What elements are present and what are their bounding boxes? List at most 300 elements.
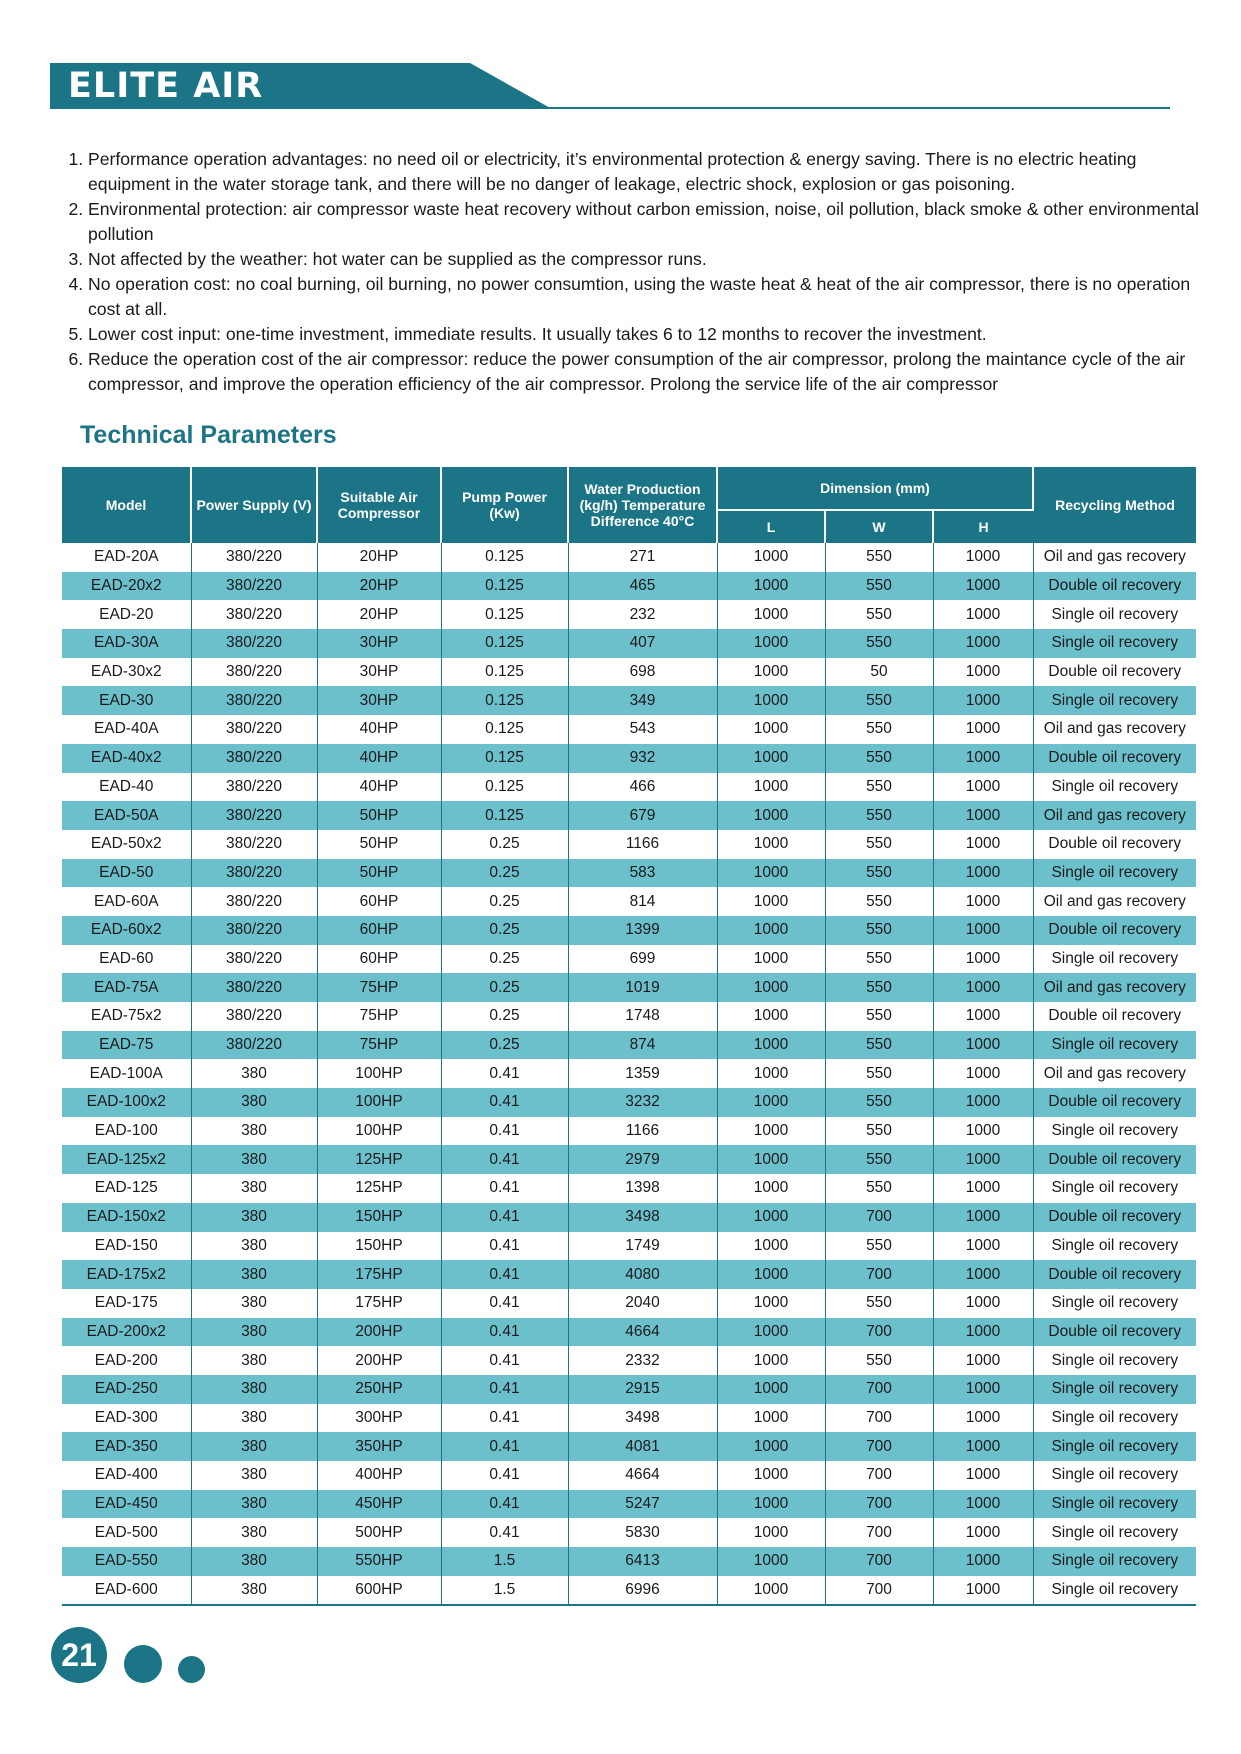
table-row bbox=[62, 543, 1196, 572]
cell-length: 1000 bbox=[717, 1232, 825, 1261]
cell-width: 550 bbox=[825, 973, 933, 1002]
cell-compressor: 50HP bbox=[317, 801, 441, 830]
cell-compressor: 40HP bbox=[317, 773, 441, 802]
cell-width: 700 bbox=[825, 1404, 933, 1433]
cell-pump-power: 0.41 bbox=[441, 1432, 568, 1461]
cell-width: 550 bbox=[825, 1232, 933, 1261]
cell-width: 700 bbox=[825, 1318, 933, 1347]
cell-recycling-method: Double oil recovery bbox=[1033, 1203, 1196, 1232]
cell-pump-power: 0.125 bbox=[441, 801, 568, 830]
cell-compressor: 30HP bbox=[317, 629, 441, 658]
header-power-supply: Power Supply (V) bbox=[191, 467, 317, 543]
table-row bbox=[62, 1031, 1196, 1060]
cell-model: EAD-20 bbox=[62, 600, 191, 629]
cell-water-production: 271 bbox=[568, 543, 717, 572]
cell-recycling-method: Oil and gas recovery bbox=[1043, 548, 1186, 566]
cell-width: 550 bbox=[825, 744, 933, 773]
cell-height: 1000 bbox=[933, 600, 1033, 629]
cell-model: EAD-40A bbox=[62, 715, 191, 744]
cell-width: 550 bbox=[825, 1031, 933, 1060]
cell-recycling-method: Oil and gas recovery bbox=[1043, 1064, 1186, 1082]
cell-length: 1000 bbox=[717, 1404, 825, 1433]
cell-width: 550 bbox=[825, 1002, 933, 1031]
cell-recycling-method: Single oil recovery bbox=[1051, 1408, 1179, 1426]
cell-power-supply: 380/220 bbox=[191, 629, 317, 658]
cell-pump-power: 0.125 bbox=[441, 744, 568, 773]
cell-model: EAD-350 bbox=[62, 1432, 191, 1461]
cell-length: 1000 bbox=[717, 1002, 825, 1031]
cell-height: 1000 bbox=[933, 1404, 1033, 1433]
table-row bbox=[62, 973, 1196, 1002]
cell-height: 1000 bbox=[933, 1576, 1033, 1606]
cell-recycling-method: Single oil recovery bbox=[1051, 1351, 1179, 1369]
cell-recycling-method: Single oil recovery bbox=[1033, 1576, 1196, 1606]
header-height: H bbox=[933, 510, 1033, 543]
cell-water-production: 2979 bbox=[568, 1145, 717, 1174]
cell-recycling-method: Oil and gas recovery bbox=[1033, 973, 1196, 1002]
cell-power-supply: 380/220 bbox=[191, 543, 317, 572]
cell-compressor: 550HP bbox=[317, 1547, 441, 1576]
cell-power-supply: 380 bbox=[191, 1174, 317, 1203]
cell-water-production: 1398 bbox=[568, 1174, 717, 1203]
table-row bbox=[62, 1576, 1196, 1606]
cell-power-supply: 380 bbox=[191, 1432, 317, 1461]
cell-water-production: 583 bbox=[568, 859, 717, 888]
cell-power-supply: 380 bbox=[191, 1404, 317, 1433]
cell-water-production: 5247 bbox=[568, 1490, 717, 1519]
cell-compressor: 75HP bbox=[317, 1002, 441, 1031]
cell-model: EAD-200 bbox=[62, 1346, 191, 1375]
cell-height: 1000 bbox=[933, 1260, 1033, 1289]
cell-power-supply: 380 bbox=[191, 1576, 317, 1606]
table-row bbox=[62, 830, 1196, 859]
cell-length: 1000 bbox=[717, 1346, 825, 1375]
cell-compressor: 150HP bbox=[317, 1232, 441, 1261]
cell-length: 1000 bbox=[717, 1518, 825, 1547]
cell-water-production: 3498 bbox=[568, 1404, 717, 1433]
cell-length: 1000 bbox=[717, 1461, 825, 1490]
cell-pump-power: 0.41 bbox=[441, 1260, 568, 1289]
cell-length: 1000 bbox=[717, 744, 825, 773]
cell-pump-power: 0.25 bbox=[441, 1031, 568, 1060]
table-row bbox=[62, 916, 1196, 945]
cell-water-production: 1749 bbox=[568, 1232, 717, 1261]
brand-logo: ELITE AIR bbox=[68, 66, 264, 106]
cell-compressor: 50HP bbox=[317, 859, 441, 888]
cell-water-production: 1399 bbox=[568, 916, 717, 945]
cell-model: EAD-450 bbox=[62, 1490, 191, 1519]
cell-power-supply: 380 bbox=[191, 1232, 317, 1261]
cell-width: 550 bbox=[825, 1059, 933, 1088]
section-title: Technical Parameters bbox=[80, 421, 337, 449]
cell-length: 1000 bbox=[717, 1088, 825, 1117]
cell-power-supply: 380 bbox=[191, 1346, 317, 1375]
cell-height: 1000 bbox=[933, 1174, 1033, 1203]
cell-length: 1000 bbox=[717, 773, 825, 802]
header-compressor: Suitable Air Compressor bbox=[317, 467, 441, 543]
header-width: W bbox=[825, 510, 933, 543]
cell-height: 1000 bbox=[933, 1375, 1033, 1404]
cell-height: 1000 bbox=[933, 572, 1033, 601]
cell-height: 1000 bbox=[933, 916, 1033, 945]
decorative-dot bbox=[178, 1656, 205, 1683]
table-row bbox=[62, 1289, 1196, 1318]
cell-water-production: 2040 bbox=[568, 1289, 717, 1318]
cell-length: 1000 bbox=[717, 600, 825, 629]
table-row bbox=[62, 1518, 1196, 1547]
cell-width: 550 bbox=[825, 1117, 933, 1146]
table-row bbox=[62, 1375, 1196, 1404]
cell-width: 700 bbox=[825, 1432, 933, 1461]
cell-pump-power: 0.41 bbox=[441, 1117, 568, 1146]
cell-recycling-method: Double oil recovery bbox=[1048, 1007, 1182, 1025]
cell-pump-power: 1.5 bbox=[441, 1576, 568, 1606]
cell-model: EAD-60 bbox=[62, 945, 191, 974]
cell-power-supply: 380 bbox=[191, 1088, 317, 1117]
cell-width: 50 bbox=[825, 658, 933, 687]
advantage-item: 4. No operation cost: no coal burning, oil burning, no power consumtion, using the waste heat & heat of the air compressor, there is no operation cost at all. bbox=[88, 272, 1218, 322]
cell-height: 1000 bbox=[933, 1059, 1033, 1088]
cell-recycling-method: Single oil recovery bbox=[1033, 1375, 1196, 1404]
cell-length: 1000 bbox=[717, 1117, 825, 1146]
cell-water-production: 698 bbox=[568, 658, 717, 687]
cell-water-production: 874 bbox=[568, 1031, 717, 1060]
cell-width: 700 bbox=[825, 1375, 933, 1404]
cell-compressor: 400HP bbox=[317, 1461, 441, 1490]
table-row bbox=[62, 1461, 1196, 1490]
cell-recycling-method: Double oil recovery bbox=[1048, 835, 1182, 853]
cell-pump-power: 0.41 bbox=[441, 1461, 568, 1490]
cell-height: 1000 bbox=[933, 830, 1033, 859]
cell-height: 1000 bbox=[933, 658, 1033, 687]
cell-width: 550 bbox=[825, 572, 933, 601]
cell-water-production: 679 bbox=[568, 801, 717, 830]
cell-power-supply: 380/220 bbox=[191, 658, 317, 687]
cell-recycling-method: Single oil recovery bbox=[1051, 605, 1179, 623]
cell-pump-power: 0.41 bbox=[441, 1518, 568, 1547]
cell-model: EAD-75x2 bbox=[62, 1002, 191, 1031]
cell-compressor: 60HP bbox=[317, 887, 441, 916]
cell-width: 700 bbox=[825, 1576, 933, 1606]
cell-model: EAD-200x2 bbox=[62, 1318, 191, 1347]
cell-width: 550 bbox=[825, 686, 933, 715]
cell-height: 1000 bbox=[933, 1031, 1033, 1060]
cell-pump-power: 0.41 bbox=[441, 1490, 568, 1519]
cell-water-production: 699 bbox=[568, 945, 717, 974]
table-row bbox=[62, 945, 1196, 974]
cell-water-production: 407 bbox=[568, 629, 717, 658]
cell-pump-power: 0.41 bbox=[441, 1088, 568, 1117]
cell-power-supply: 380 bbox=[191, 1203, 317, 1232]
cell-water-production: 1019 bbox=[568, 973, 717, 1002]
cell-power-supply: 380 bbox=[191, 1518, 317, 1547]
header-rule bbox=[540, 107, 1170, 109]
table-row bbox=[62, 1002, 1196, 1031]
cell-recycling-method: Single oil recovery bbox=[1051, 777, 1179, 795]
cell-width: 550 bbox=[825, 801, 933, 830]
cell-length: 1000 bbox=[717, 1289, 825, 1318]
cell-width: 700 bbox=[825, 1203, 933, 1232]
header-water-production: Water Production (kg/h) Temperature Difference 40°C bbox=[568, 467, 717, 543]
cell-water-production: 543 bbox=[568, 715, 717, 744]
cell-pump-power: 0.125 bbox=[441, 715, 568, 744]
cell-height: 1000 bbox=[933, 1289, 1033, 1318]
cell-water-production: 349 bbox=[568, 686, 717, 715]
cell-water-production: 932 bbox=[568, 744, 717, 773]
table-row bbox=[62, 1088, 1196, 1117]
cell-compressor: 50HP bbox=[317, 830, 441, 859]
cell-height: 1000 bbox=[933, 1232, 1033, 1261]
cell-compressor: 175HP bbox=[317, 1289, 441, 1318]
cell-width: 700 bbox=[825, 1547, 933, 1576]
cell-pump-power: 0.41 bbox=[441, 1174, 568, 1203]
cell-water-production: 1748 bbox=[568, 1002, 717, 1031]
cell-compressor: 200HP bbox=[317, 1318, 441, 1347]
cell-width: 700 bbox=[825, 1518, 933, 1547]
cell-power-supply: 380/220 bbox=[191, 744, 317, 773]
table-row bbox=[62, 1232, 1196, 1261]
cell-compressor: 150HP bbox=[317, 1203, 441, 1232]
advantages-list bbox=[60, 147, 1218, 397]
cell-length: 1000 bbox=[717, 629, 825, 658]
cell-length: 1000 bbox=[717, 1260, 825, 1289]
table-row bbox=[62, 600, 1196, 629]
cell-width: 550 bbox=[825, 715, 933, 744]
cell-width: 550 bbox=[825, 773, 933, 802]
table-body bbox=[62, 543, 1196, 1605]
cell-recycling-method: Single oil recovery bbox=[1033, 629, 1196, 658]
cell-pump-power: 0.25 bbox=[441, 945, 568, 974]
cell-length: 1000 bbox=[717, 572, 825, 601]
table-row bbox=[62, 1432, 1196, 1461]
cell-compressor: 175HP bbox=[317, 1260, 441, 1289]
cell-length: 1000 bbox=[717, 945, 825, 974]
cell-recycling-method: Single oil recovery bbox=[1051, 1294, 1179, 1312]
cell-height: 1000 bbox=[933, 1203, 1033, 1232]
cell-compressor: 60HP bbox=[317, 945, 441, 974]
cell-power-supply: 380 bbox=[191, 1289, 317, 1318]
cell-recycling-method: Double oil recovery bbox=[1033, 916, 1196, 945]
cell-length: 1000 bbox=[717, 1145, 825, 1174]
cell-power-supply: 380/220 bbox=[191, 945, 317, 974]
cell-recycling-method: Single oil recovery bbox=[1033, 859, 1196, 888]
cell-power-supply: 380/220 bbox=[191, 1031, 317, 1060]
cell-model: EAD-75A bbox=[62, 973, 191, 1002]
cell-compressor: 450HP bbox=[317, 1490, 441, 1519]
cell-length: 1000 bbox=[717, 1547, 825, 1576]
cell-model: EAD-400 bbox=[62, 1461, 191, 1490]
cell-length: 1000 bbox=[717, 801, 825, 830]
table-row bbox=[62, 1174, 1196, 1203]
cell-height: 1000 bbox=[933, 1461, 1033, 1490]
cell-power-supply: 380/220 bbox=[191, 859, 317, 888]
cell-length: 1000 bbox=[717, 1059, 825, 1088]
cell-power-supply: 380/220 bbox=[191, 572, 317, 601]
table-row bbox=[62, 859, 1196, 888]
cell-compressor: 60HP bbox=[317, 916, 441, 945]
cell-power-supply: 380/220 bbox=[191, 916, 317, 945]
cell-length: 1000 bbox=[717, 658, 825, 687]
cell-compressor: 20HP bbox=[317, 600, 441, 629]
cell-model: EAD-50x2 bbox=[62, 830, 191, 859]
cell-power-supply: 380 bbox=[191, 1145, 317, 1174]
table-row bbox=[62, 773, 1196, 802]
advantage-item: 2. Environmental protection: air compressor waste heat recovery without carbon emission, noise, oil pollution, black smoke & other environmental pollution bbox=[88, 197, 1218, 247]
table-row bbox=[62, 1117, 1196, 1146]
cell-pump-power: 0.125 bbox=[441, 600, 568, 629]
cell-water-production: 465 bbox=[568, 572, 717, 601]
table-row bbox=[62, 1490, 1196, 1519]
cell-model: EAD-100x2 bbox=[62, 1088, 191, 1117]
cell-pump-power: 1.5 bbox=[441, 1547, 568, 1576]
header-model: Model bbox=[62, 467, 191, 543]
cell-power-supply: 380/220 bbox=[191, 801, 317, 830]
cell-pump-power: 0.41 bbox=[441, 1203, 568, 1232]
cell-compressor: 100HP bbox=[317, 1088, 441, 1117]
cell-pump-power: 0.125 bbox=[441, 773, 568, 802]
cell-height: 1000 bbox=[933, 744, 1033, 773]
cell-model: EAD-75 bbox=[62, 1031, 191, 1060]
header-pump-power: Pump Power (Kw) bbox=[441, 467, 568, 543]
cell-pump-power: 0.125 bbox=[441, 572, 568, 601]
cell-width: 700 bbox=[825, 1260, 933, 1289]
cell-compressor: 500HP bbox=[317, 1518, 441, 1547]
cell-width: 550 bbox=[825, 1088, 933, 1117]
cell-recycling-method: Double oil recovery bbox=[1033, 1145, 1196, 1174]
cell-model: EAD-500 bbox=[62, 1518, 191, 1547]
cell-pump-power: 0.25 bbox=[441, 859, 568, 888]
table-row bbox=[62, 629, 1196, 658]
table-row bbox=[62, 801, 1196, 830]
cell-height: 1000 bbox=[933, 715, 1033, 744]
cell-water-production: 6413 bbox=[568, 1547, 717, 1576]
cell-length: 1000 bbox=[717, 973, 825, 1002]
cell-water-production: 3232 bbox=[568, 1088, 717, 1117]
cell-height: 1000 bbox=[933, 1117, 1033, 1146]
cell-length: 1000 bbox=[717, 887, 825, 916]
cell-model: EAD-150x2 bbox=[62, 1203, 191, 1232]
cell-length: 1000 bbox=[717, 1318, 825, 1347]
cell-width: 550 bbox=[825, 945, 933, 974]
advantage-item: 6. Reduce the operation cost of the air compressor: reduce the power consumption of the air compressor, prolong the maintance cycle of the air compressor, and improve the operation efficiency of the air compressor. Prolong the service life of the air compressor bbox=[88, 347, 1218, 397]
cell-model: EAD-40 bbox=[62, 773, 191, 802]
cell-power-supply: 380/220 bbox=[191, 600, 317, 629]
cell-recycling-method: Oil and gas recovery bbox=[1033, 801, 1196, 830]
cell-water-production: 4664 bbox=[568, 1461, 717, 1490]
table-row bbox=[62, 686, 1196, 715]
cell-height: 1000 bbox=[933, 801, 1033, 830]
cell-water-production: 5830 bbox=[568, 1518, 717, 1547]
cell-recycling-method: Single oil recovery bbox=[1033, 1490, 1196, 1519]
table-row bbox=[62, 1547, 1196, 1576]
cell-pump-power: 0.125 bbox=[441, 658, 568, 687]
cell-recycling-method: Single oil recovery bbox=[1051, 1122, 1179, 1140]
cell-compressor: 20HP bbox=[317, 543, 441, 572]
cell-width: 550 bbox=[825, 1289, 933, 1318]
cell-recycling-method: Double oil recovery bbox=[1033, 1088, 1196, 1117]
cell-model: EAD-20A bbox=[62, 543, 191, 572]
cell-height: 1000 bbox=[933, 1346, 1033, 1375]
cell-recycling-method: Single oil recovery bbox=[1033, 686, 1196, 715]
cell-water-production: 3498 bbox=[568, 1203, 717, 1232]
cell-water-production: 6996 bbox=[568, 1576, 717, 1606]
cell-model: EAD-50A bbox=[62, 801, 191, 830]
cell-power-supply: 380/220 bbox=[191, 830, 317, 859]
cell-height: 1000 bbox=[933, 1432, 1033, 1461]
cell-pump-power: 0.125 bbox=[441, 543, 568, 572]
table-row bbox=[62, 1404, 1196, 1433]
header-length: L bbox=[717, 510, 825, 543]
cell-length: 1000 bbox=[717, 1031, 825, 1060]
table-row bbox=[62, 1203, 1196, 1232]
cell-water-production: 232 bbox=[568, 600, 717, 629]
table-row bbox=[62, 572, 1196, 601]
cell-length: 1000 bbox=[717, 830, 825, 859]
cell-width: 550 bbox=[825, 916, 933, 945]
cell-model: EAD-600 bbox=[62, 1576, 191, 1606]
cell-model: EAD-40x2 bbox=[62, 744, 191, 773]
cell-height: 1000 bbox=[933, 773, 1033, 802]
page-number: 21 bbox=[51, 1627, 107, 1683]
cell-compressor: 250HP bbox=[317, 1375, 441, 1404]
cell-power-supply: 380/220 bbox=[191, 715, 317, 744]
cell-model: EAD-30x2 bbox=[62, 658, 191, 687]
header-dimension: Dimension (mm) bbox=[717, 467, 1033, 510]
cell-height: 1000 bbox=[933, 686, 1033, 715]
cell-model: EAD-175 bbox=[62, 1289, 191, 1318]
cell-water-production: 814 bbox=[568, 887, 717, 916]
cell-recycling-method: Oil and gas recovery bbox=[1043, 720, 1186, 738]
cell-length: 1000 bbox=[717, 1576, 825, 1606]
cell-water-production: 2915 bbox=[568, 1375, 717, 1404]
cell-model: EAD-30A bbox=[62, 629, 191, 658]
cell-recycling-method: Double oil recovery bbox=[1048, 663, 1182, 681]
cell-width: 550 bbox=[825, 629, 933, 658]
cell-compressor: 30HP bbox=[317, 686, 441, 715]
cell-length: 1000 bbox=[717, 1375, 825, 1404]
cell-width: 550 bbox=[825, 543, 933, 572]
cell-width: 550 bbox=[825, 859, 933, 888]
cell-pump-power: 0.41 bbox=[441, 1404, 568, 1433]
header-recycling-method: Recycling Method bbox=[1033, 467, 1196, 543]
cell-width: 550 bbox=[825, 1174, 933, 1203]
cell-water-production: 1359 bbox=[568, 1059, 717, 1088]
cell-length: 1000 bbox=[717, 859, 825, 888]
technical-parameters-table bbox=[62, 467, 1196, 1606]
cell-compressor: 125HP bbox=[317, 1145, 441, 1174]
cell-compressor: 600HP bbox=[317, 1576, 441, 1606]
cell-model: EAD-150 bbox=[62, 1232, 191, 1261]
table-row bbox=[62, 887, 1196, 916]
advantage-item: 1. Performance operation advantages: no need oil or electricity, it’s environmental protection & energy saving. There is no electric heating equipment in the water storage tank, and there will be no danger of leakage, electric shock, explosion or gas poisoning. bbox=[88, 147, 1218, 197]
cell-height: 1000 bbox=[933, 629, 1033, 658]
cell-pump-power: 0.125 bbox=[441, 629, 568, 658]
table-row bbox=[62, 715, 1196, 744]
cell-water-production: 1166 bbox=[568, 830, 717, 859]
cell-model: EAD-100A bbox=[62, 1059, 191, 1088]
cell-width: 550 bbox=[825, 887, 933, 916]
cell-width: 700 bbox=[825, 1461, 933, 1490]
table-row bbox=[62, 658, 1196, 687]
cell-compressor: 100HP bbox=[317, 1117, 441, 1146]
cell-recycling-method: Double oil recovery bbox=[1033, 572, 1196, 601]
cell-compressor: 20HP bbox=[317, 572, 441, 601]
cell-model: EAD-100 bbox=[62, 1117, 191, 1146]
cell-pump-power: 0.41 bbox=[441, 1232, 568, 1261]
cell-power-supply: 380 bbox=[191, 1461, 317, 1490]
cell-compressor: 300HP bbox=[317, 1404, 441, 1433]
table-row bbox=[62, 1145, 1196, 1174]
